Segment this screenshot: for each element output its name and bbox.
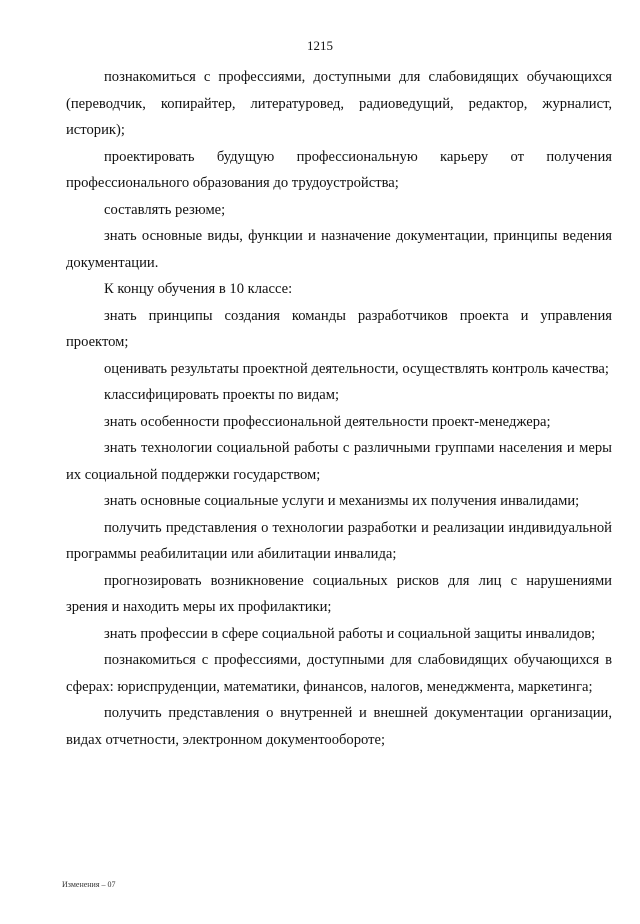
paragraph: получить представления о внутренней и внешней документации организации, видах отчетности, электронном документообороте; xyxy=(66,705,612,748)
paragraph: знать технологии социальной работы с различными группами населения и меры их социальной поддержки государством; xyxy=(66,440,612,483)
paragraph: оценивать результаты проектной деятельности, осуществлять контроль качества; xyxy=(104,360,609,377)
paragraph: получить представления о технологии разработки и реализации индивидуальной программы реабилитации или абилитации инвалида; xyxy=(66,519,612,562)
paragraph: знать принципы создания команды разработчиков проекта и управления проектом; xyxy=(66,307,612,350)
section-heading: К концу обучения в 10 классе: xyxy=(104,281,293,297)
footer-note: Изменения – 07 xyxy=(62,880,116,889)
paragraph: знать основные виды, функции и назначение документации, принципы ведения документации. xyxy=(66,228,612,271)
paragraph: познакомиться с профессиями, доступными для слабовидящих обучающихся в сферах: юриспруденции, математики, финансов, налогов, менеджмента, маркетинга; xyxy=(66,652,612,695)
document-body xyxy=(66,64,612,753)
paragraph: классифицировать проекты по видам; xyxy=(104,387,340,403)
paragraph: прогнозировать возникновение социальных рисков для лиц с нарушениями зрения и находить меры их профилактики; xyxy=(66,572,612,615)
paragraph: знать профессии в сфере социальной работы и социальной защиты инвалидов; xyxy=(104,625,596,642)
paragraph: проектировать будущую профессиональную карьеру от получения профессионального образования до трудоустройства; xyxy=(66,148,612,191)
paragraph: познакомиться с профессиями, доступными для слабовидящих обучающихся (переводчик, копирайтер, литературовед, радиоведущий, редактор, журналист, историк); xyxy=(66,69,612,138)
paragraph: составлять резюме; xyxy=(104,201,226,218)
page-number: 1215 xyxy=(307,38,333,53)
paragraph: знать основные социальные услуги и механизмы их получения инвалидами; xyxy=(104,493,580,509)
paragraph: знать особенности профессиональной деятельности проект-менеджера; xyxy=(104,413,551,430)
